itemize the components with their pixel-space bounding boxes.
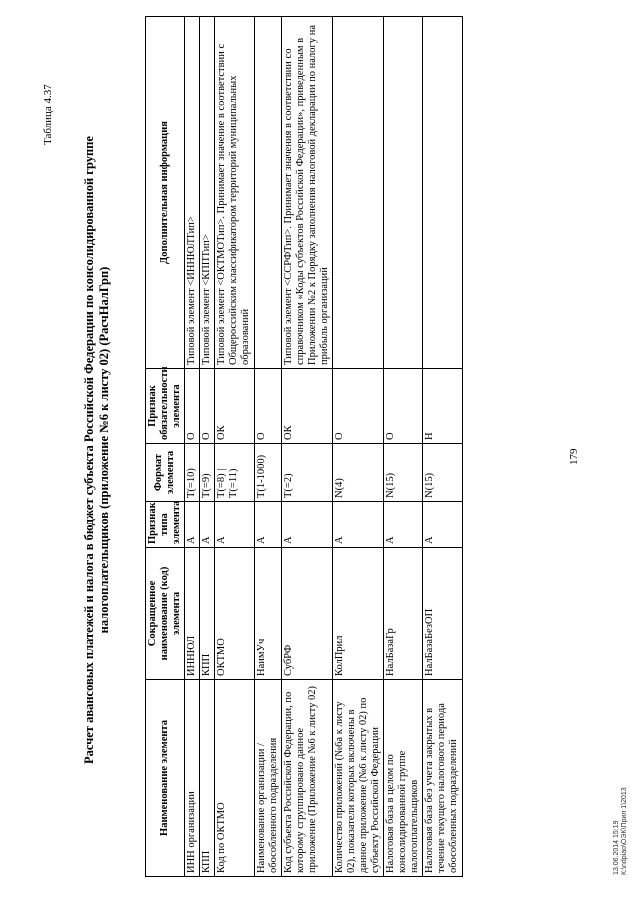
table-row <box>254 17 281 877</box>
cell-short-name: ИННЮЛ <box>185 548 200 680</box>
table-title <box>82 115 112 785</box>
header-type: Признак типа элемента <box>146 502 185 548</box>
header-short-name: Сокращенное наименование (код) элемента <box>146 548 185 680</box>
title-line: Расчет авансовых платежей и налога в бюджет субъекта Российской Федерации по консолидированной группе <box>82 136 96 764</box>
cell-format: T(1-1000) <box>254 444 281 502</box>
header-name: Наименование элемента <box>146 680 185 877</box>
cell-format: N(4) <box>332 444 383 502</box>
cell-name: Налоговая база без учета закрытых в течение текущего налогового периода обособленных подразделений <box>423 680 462 877</box>
cell-name: Код по ОКТМО <box>215 680 254 877</box>
cell-info <box>332 17 383 369</box>
cell-type: А <box>281 502 332 548</box>
cell-required: О <box>200 369 215 444</box>
cell-type: А <box>332 502 383 548</box>
cell-info: Типовой элемент <ОКТМОТип>. Принимает значение в соответствии с Общероссийским классификатором территорий муниципальных образований <box>215 17 254 369</box>
cell-type: А <box>384 502 423 548</box>
cell-short-name: НалБазаГр <box>384 548 423 680</box>
cell-required: ОК <box>215 369 254 444</box>
cell-short-name: КолПрил <box>332 548 383 680</box>
cell-required: Н <box>423 369 462 444</box>
cell-name: Наименование организации / обособленного подразделения <box>254 680 281 877</box>
stamp-line: К:\ndpiao\ОЭК\Прил 1\2013 <box>621 787 629 875</box>
cell-name: Количество приложений (№6а к листу 02), показатели которых включены в данное приложение (№6 к листу 02) по субъекту Российской Федерации <box>332 680 383 877</box>
cell-short-name: ОКТМО <box>215 548 254 680</box>
cell-format: T(=10) <box>185 444 200 502</box>
cell-required: ОК <box>281 369 332 444</box>
header-required: Признак обязательности элемента <box>146 369 185 444</box>
header-format: Формат элемента <box>146 444 185 502</box>
table-row <box>423 17 462 877</box>
table-header-row <box>146 17 185 877</box>
header-info: Дополнительная информация <box>146 17 185 369</box>
cell-info <box>423 17 462 369</box>
table-row <box>332 17 383 877</box>
stamp-line: 13.06.2014 15:19 <box>613 820 620 875</box>
cell-type: А <box>200 502 215 548</box>
cell-name: Код субъекта Российской Федерации, по которому сгруппировано данное приложение (Приложение №6 к листу 02) <box>281 680 332 877</box>
table-row <box>215 17 254 877</box>
table-row <box>200 17 215 877</box>
cell-name: ИНН организации <box>185 680 200 877</box>
cell-required: О <box>185 369 200 444</box>
cell-short-name: СубРФ <box>281 548 332 680</box>
table-row <box>384 17 423 877</box>
cell-short-name: НалБазаБезОП <box>423 548 462 680</box>
cell-info: Типовой элемент <ССРФТип>. Принимает значения в соответствии со справочником «Коды субъектов Российской Федерации», приведенным в Приложении №2 к Порядку заполнения налоговой декларации по налогу на прибыль организаций <box>281 17 332 369</box>
page-number: 179 <box>568 448 580 465</box>
cell-required: О <box>332 369 383 444</box>
cell-format: T(=8) | T(=11) <box>215 444 254 502</box>
cell-format: T(=9) <box>200 444 215 502</box>
cell-required: О <box>384 369 423 444</box>
cell-name: Налоговая база в целом по консолидированной группе налогоплательщиков <box>384 680 423 877</box>
footer-stamp <box>613 787 630 875</box>
cell-type: А <box>423 502 462 548</box>
elements-table <box>145 16 463 877</box>
cell-short-name: НаимУч <box>254 548 281 680</box>
title-line: налогоплательщиков (приложение №6 к листу 02) (РасчНалГрп) <box>97 266 111 634</box>
table-row <box>185 17 200 877</box>
cell-info: Типовой элемент <ИННЮЛТип> <box>185 17 200 369</box>
cell-type: А <box>254 502 281 548</box>
cell-name: КПП <box>200 680 215 877</box>
table-number: Таблица 4.37 <box>42 84 54 145</box>
cell-format: N(15) <box>384 444 423 502</box>
cell-info <box>254 17 281 369</box>
cell-required: О <box>254 369 281 444</box>
cell-format: T(=2) <box>281 444 332 502</box>
cell-type: А <box>215 502 254 548</box>
table-row <box>281 17 332 877</box>
cell-info <box>384 17 423 369</box>
cell-info: Типовой элемент <КППТип> <box>200 17 215 369</box>
cell-type: А <box>185 502 200 548</box>
cell-short-name: КПП <box>200 548 215 680</box>
cell-format: N(15) <box>423 444 462 502</box>
